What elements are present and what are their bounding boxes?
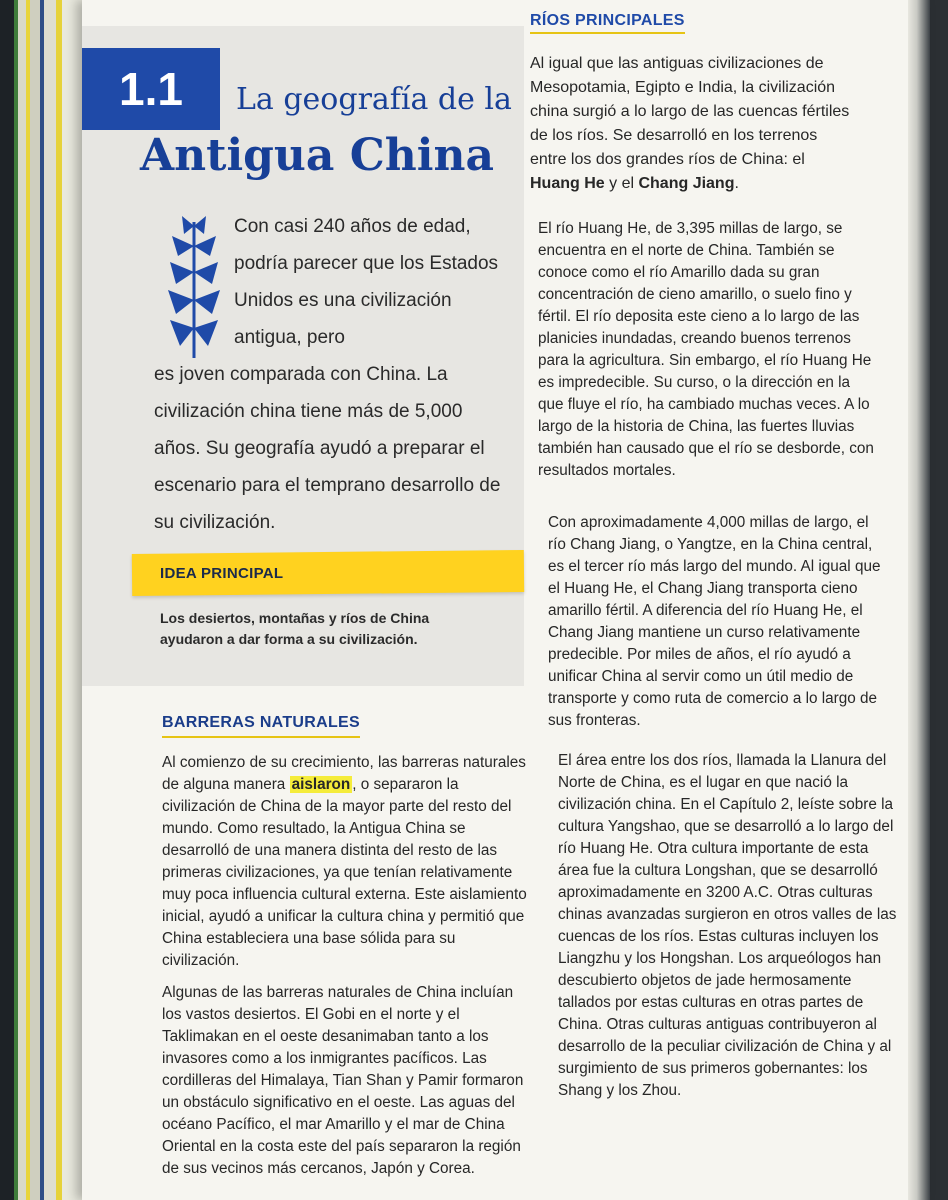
paragraph-rios-1: El río Huang He, de 3,395 millas de largo, se encuentra en el norte de China. También se conoce como el río Amarillo dada su gran concentración de cieno amarillo, o suelo fino y fértil. El río deposita este cieno a lo largo de las planicies inundadas, creando buenos terrenos para la agricultura. Sin embargo, el río Huang He es impredecible. Su curso, o la dirección en la que fluye el río, ha cambiado muchas veces. A lo largo de la historia de China, las fuertes lluvias también han causado que el río se desborde, con resultados mortales. [538, 220, 874, 479]
text-run: Al igual que las antiguas civilizaciones de Mesopotamia, Egipto e India, la civilización china surgió a lo largo de las cuencas fértiles de los ríos. Se desarrolló en los terrenos entre los dos grandes ríos de China: el [530, 55, 850, 168]
text-run: Al comienzo de su crecimiento, las barreras naturales de alguna manera [162, 754, 526, 793]
section-number: 1.1 [82, 48, 220, 130]
paragraph-rios-intro [530, 52, 850, 196]
paragraph-rios-3: El área entre los dos ríos, llamada la Llanura del Norte de China, es el lugar en que nació la civilización china. En el Capítulo 2, leíste sobre la cultura Yangshao, que se desarrolló a lo largo del río Huang He. Otra cultura importante de esta área fue la cultura Longshan, que se desarrolló aproximadamente en 3200 A.C. Otras culturas chinas avanzadas surgieron en otros valles de las cuencas de los ríos. Estas culturas incluyen los Liangzhu y los Hongshan. Los arqueólogos han descubierto objetos de jade hermosamente tallados por estas culturas en otras partes de China. Otras culturas antiguas contribuyeron al desarrollo de la peculiar civilización de China y al surgimiento de sus primeros gobernantes: los Shang y los Zhou. [558, 752, 897, 1099]
textbook-page [82, 0, 930, 1200]
text-run: , o separaron la civilización de China de la mayor parte del resto del mundo. Como resultado, la Antigua China se desarrolló de una manera distinta del resto de las primeras civilizaciones, ya que tenían relativamente muy poca influencia cultural externa. Este aislamiento inicial, ayudó a unificar la cultura china y permitió que China estableciera una base sólida para su civilización. [162, 776, 527, 969]
text-run: y el [604, 175, 639, 192]
page-right-edge [908, 0, 930, 1200]
bold-term: Chang Jiang [638, 175, 735, 192]
heading-barreras-naturales: BARRERAS NATURALES [162, 714, 360, 738]
heading-rios-principales: RÍOS PRINCIPALES [530, 12, 685, 34]
page-title-line2: Antigua China [140, 130, 494, 181]
bold-term: Huang He [530, 175, 605, 192]
main-idea-label: IDEA PRINCIPAL [160, 565, 284, 582]
main-idea-text: Los desiertos, montañas y ríos de China ayudaron a dar forma a su civilización. [160, 610, 430, 647]
paragraph-barreras-2: Algunas de las barreras naturales de China incluían los vastos desiertos. El Gobi en el norte y el Taklimakan en el oeste desanimaban tanto a los invasores como a los inmigrantes pacíficos. Las cordilleras del Himalaya, Tian Shan y Pamir formaron un obstáculo significativo en el oeste. Las aguas del océano Pacífico, el mar Amarillo y el mar de China Oriental en la costa este del país separaron la región de sus vecinos más cercanos, Japón y Corea. [162, 984, 524, 1177]
highlighted-term: aislaron [291, 776, 351, 793]
intro-text-upper: Con casi 240 años de edad, podría parecer que los Estados Unidos es una civilización antigua, pero [234, 216, 499, 348]
paragraph-rios-2: Con aproximadamente 4,000 millas de largo, el río Chang Jiang, o Yangtze, en la China central, es el tercer río más largo del mundo. Al igual que el Huang He, el Chang Jiang transporta cieno amarillo fértil. A diferencia del río Huang He, el Chang Jiang mantiene un curso relativamente predecible. Por miles de años, el río ayudó a unificar China al servir como un útil medio de transporte y como ruta de comercio a lo largo de sus fronteras. [548, 514, 881, 729]
page-title-line1: La geografía de la [236, 82, 512, 117]
paragraph-barreras-1 [162, 752, 534, 972]
wheat-icon [164, 212, 224, 360]
text-run: . [734, 175, 739, 192]
intro-text-lower: es joven comparada con China. La civilización china tiene más de 5,000 años. Su geografía ayudó a preparar el escenario para el temprano desarrollo de su civilización. [154, 364, 501, 533]
